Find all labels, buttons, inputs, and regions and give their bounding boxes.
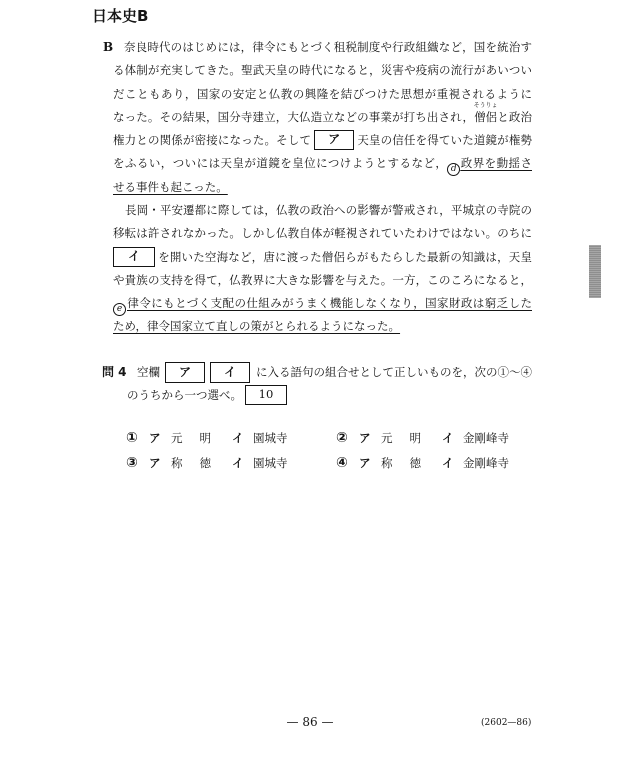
option-label-a: ア bbox=[359, 431, 371, 445]
ruby-annotated-word bbox=[473, 102, 498, 127]
passage-line-10-text: を開いた空海など，唐に渡った僧侶らがもたらした最新の知識は，天皇 bbox=[158, 250, 532, 264]
option-label-i: イ bbox=[232, 431, 244, 445]
option-1 bbox=[126, 428, 331, 448]
subject-title: 日本史B bbox=[92, 7, 149, 25]
question-blank-a: ア bbox=[165, 362, 205, 383]
option-4 bbox=[336, 453, 541, 473]
option-number: ① bbox=[126, 430, 138, 446]
option-label-i: イ bbox=[442, 456, 454, 470]
option-label-i: イ bbox=[442, 431, 454, 445]
passage-line-3: だこともあり，国家の安定と仏教の興隆を結びつけた思想が重視されるように bbox=[113, 87, 532, 101]
underlined-phrase-e-continued: ため，律令国家立て直しの策がとられるようになった。 bbox=[113, 319, 401, 333]
passage-line-4 bbox=[113, 102, 533, 127]
option-value-i: 金剛峰寺 bbox=[463, 456, 509, 470]
option-label-a: ア bbox=[149, 431, 161, 445]
marker-d: d bbox=[447, 163, 460, 176]
passage-line-8: 長岡・平安遷都に際しては，仏教の政治への影響が警戒され，平城京の寺院の bbox=[125, 203, 532, 217]
passage-line-12 bbox=[113, 293, 532, 313]
question-text-line-1: に入る語句の組合せとして正しいものを，次の①～④ bbox=[256, 365, 532, 379]
passage-line-2: る体制が充実してきた。聖武天皇の時代になると，災害や疫病の流行があいつい bbox=[113, 63, 532, 77]
underlined-phrase-e: 律令にもとづく支配の仕組みがうまく機能しなくなり，国家財政は窮乏した bbox=[127, 296, 532, 310]
option-label-i: イ bbox=[232, 456, 244, 470]
option-label-a: ア bbox=[359, 456, 371, 470]
passage-line-11: や貴族の支持を得て，仏教界に大きな影響を与えた。一方，このころになると， bbox=[113, 273, 532, 287]
passage-line-5-text: 権力との関係が密接になった。そして bbox=[113, 133, 312, 147]
option-2 bbox=[336, 428, 541, 448]
passage-line-5-text-end: 天皇の信任を得ていた道鏡が権勢 bbox=[357, 133, 532, 147]
thumb-index-tab bbox=[589, 245, 601, 298]
option-3 bbox=[126, 453, 331, 473]
question-line-1 bbox=[137, 362, 532, 382]
ruby-base-text: 僧侶 bbox=[474, 110, 498, 124]
passage-line-4-text: なった。その結果，国分寺建立，大仏造立などの事業が打ち出され， bbox=[113, 110, 475, 124]
blank-box-i: イ bbox=[113, 247, 155, 267]
answer-number-box: 10 bbox=[245, 385, 287, 405]
ruby-reading: そうりょ bbox=[473, 102, 498, 109]
passage-line-4-text-end: と政治 bbox=[497, 110, 533, 124]
passage-line-10 bbox=[113, 247, 532, 267]
question-label: 問 4 bbox=[102, 365, 127, 379]
option-value-a: 元 明 bbox=[381, 431, 421, 445]
passage-line-6 bbox=[113, 153, 532, 173]
passage-line-5 bbox=[113, 130, 532, 150]
question-line-2 bbox=[127, 385, 287, 405]
option-value-i: 園城寺 bbox=[253, 456, 288, 470]
option-value-i: 金剛峰寺 bbox=[463, 431, 509, 445]
section-label: B bbox=[103, 40, 114, 54]
passage-line-9: 移転は許されなかった。しかし仏教自体が軽視されていたわけではない。のちに bbox=[113, 226, 532, 240]
passage-line-6-text: をふるい，ついには天皇が道鏡を皇位につけようとするなど， bbox=[113, 156, 448, 170]
option-value-a: 称 徳 bbox=[381, 456, 421, 470]
option-value-a: 元 明 bbox=[171, 431, 211, 445]
option-number: ④ bbox=[336, 455, 348, 471]
option-label-a: ア bbox=[149, 456, 161, 470]
passage-line-13 bbox=[113, 316, 400, 336]
option-number: ② bbox=[336, 430, 348, 446]
underlined-phrase-d: 政界を動揺さ bbox=[460, 156, 532, 170]
option-value-a: 称 徳 bbox=[171, 456, 211, 470]
option-number: ③ bbox=[126, 455, 138, 471]
exam-code: (2602—86) bbox=[481, 718, 532, 728]
marker-e: e bbox=[113, 303, 126, 316]
underlined-phrase-d-continued: せる事件も起こった。 bbox=[113, 180, 228, 194]
question-blank-i: イ bbox=[210, 362, 250, 383]
question-prefix: 空欄 bbox=[137, 365, 160, 379]
blank-box-a: ア bbox=[314, 130, 354, 150]
passage-line-1: 奈良時代のはじめには，律令にもとづく租税制度や行政組織など，国を統治す bbox=[124, 40, 532, 54]
option-value-i: 園城寺 bbox=[253, 431, 288, 445]
page-number: — 86 — bbox=[286, 715, 334, 729]
question-text-line-2: のうちから一つ選べ。 bbox=[127, 388, 242, 402]
passage-line-7 bbox=[113, 177, 228, 197]
